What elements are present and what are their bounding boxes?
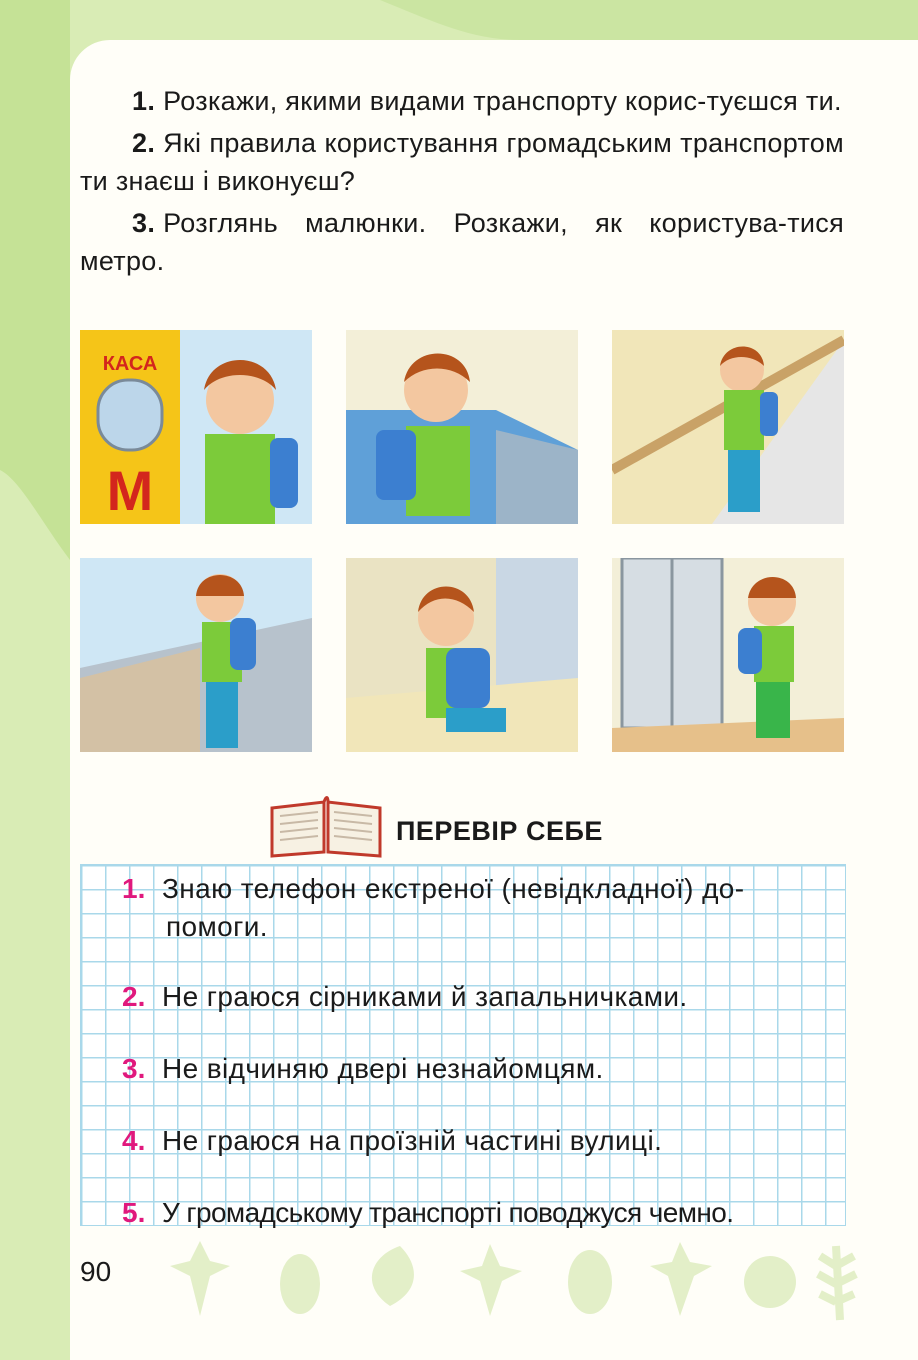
panel-turnstile: [346, 330, 578, 524]
metro-sign: М: [106, 459, 154, 522]
kasa-sign: КАСА: [102, 353, 158, 375]
section-title: ПЕРЕВІР СЕБЕ: [396, 816, 603, 846]
panel-escalator: [612, 330, 844, 524]
checklist-item-5: 5. У громадському транспорті поводжуся чемно.: [122, 1197, 734, 1228]
checklist-item-4: 4. Не граюся на проїзній частині вулиці.: [122, 1125, 663, 1156]
open-book-icon: [268, 790, 384, 860]
checklist-item-3: 3. Не відчиняю двері незнайомцям.: [122, 1053, 604, 1084]
leaf-decoration: [160, 1236, 860, 1326]
task-list: [80, 82, 844, 284]
panel-ticket-office: [80, 330, 312, 524]
panel-train-seat: [346, 558, 578, 752]
panel-exit-doors: [612, 558, 844, 752]
task-3: 3. Розглянь малюнки. Розкажи, як користува-тися метро.: [80, 208, 844, 276]
task-1: 1. Розкажи, якими видами транспорту корис-туєшся ти.: [132, 86, 842, 116]
panel-platform: [80, 558, 312, 752]
task-2: 2. Які правила користування громадським транспортом ти знаєш і виконуєш?: [80, 128, 844, 196]
checklist-item-1: 1. Знаю телефон екстреної (невідкладної) до- помоги.: [122, 873, 745, 942]
checklist-item-2: 2. Не граюся сірниками й запальничками.: [122, 981, 688, 1012]
check-yourself-header: [268, 790, 688, 860]
page-number: 90: [80, 1256, 112, 1287]
